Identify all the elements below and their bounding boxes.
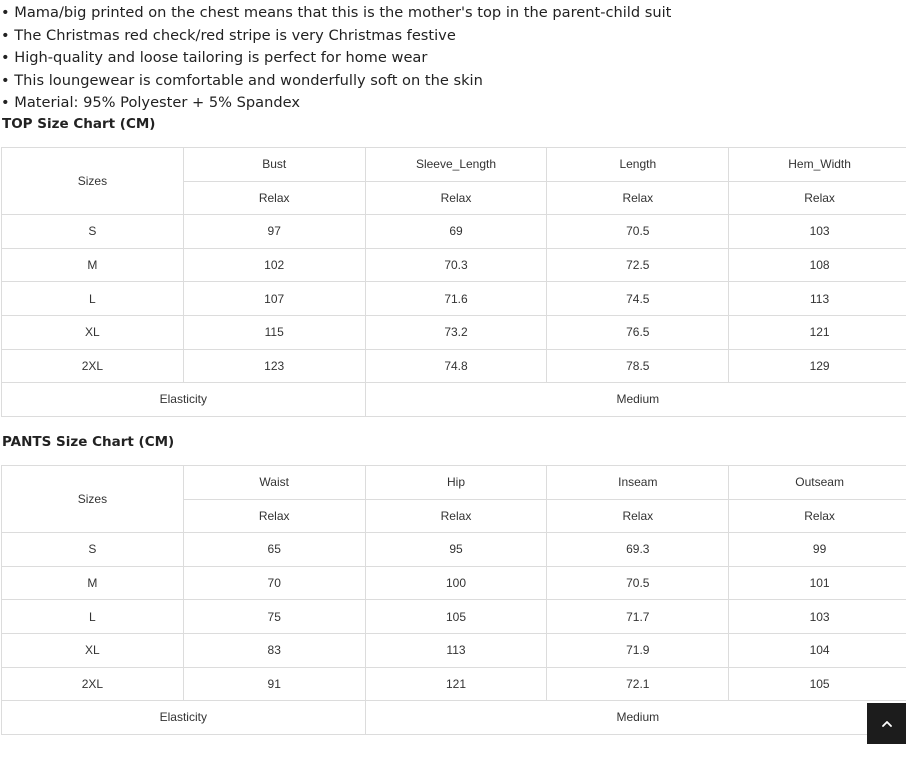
table-row (2, 248, 906, 282)
column-header-cell: Length (547, 148, 729, 182)
relax-subheader-cell: Relax (183, 499, 365, 533)
description-bullet: • Material: 95% Polyester + 5% Spandex (1, 94, 300, 111)
measurement-cell: 101 (729, 566, 906, 600)
relax-subheader-cell: Relax (547, 181, 729, 215)
measurement-cell: 121 (729, 315, 906, 349)
relax-subheader-cell: Relax (365, 499, 547, 533)
measurement-cell: 74.5 (547, 282, 729, 316)
measurement-cell: 105 (729, 667, 906, 701)
size-cell: M (2, 566, 184, 600)
size-cell: M (2, 248, 184, 282)
elasticity-value-cell: Medium (365, 701, 906, 735)
elasticity-value-cell: Medium (365, 383, 906, 417)
product-description-list (1, 2, 671, 115)
measurement-cell: 91 (183, 667, 365, 701)
relax-subheader-cell: Relax (183, 181, 365, 215)
sizes-header-cell: Sizes (2, 466, 184, 533)
column-header-cell: Hem_Width (729, 148, 906, 182)
size-cell: 2XL (2, 667, 184, 701)
description-bullet: • This loungewear is comfortable and wonderfully soft on the skin (1, 71, 483, 89)
size-cell: S (2, 215, 184, 249)
relax-subheader-cell: Relax (547, 499, 729, 533)
measurement-cell: 75 (183, 600, 365, 634)
table-row (2, 633, 906, 667)
elasticity-row (2, 701, 906, 735)
size-cell: S (2, 533, 184, 567)
column-header-cell: Waist (183, 466, 365, 500)
column-header-cell: Inseam (547, 466, 729, 500)
size-cell: XL (2, 315, 184, 349)
column-header-cell: Sleeve_Length (365, 148, 547, 182)
measurement-cell: 95 (365, 533, 547, 567)
table-row (2, 533, 906, 567)
pants-size-chart-table (1, 465, 906, 735)
relax-subheader-cell: Relax (365, 181, 547, 215)
pants-size-chart-title: PANTS Size Chart (CM) (2, 434, 175, 450)
top-size-chart-title: TOP Size Chart (CM) (2, 116, 156, 132)
description-bullet: • High-quality and loose tailoring is perfect for home wear (1, 49, 428, 66)
table-row (2, 667, 906, 701)
measurement-cell: 105 (365, 600, 547, 634)
measurement-cell: 78.5 (547, 349, 729, 383)
table-row (2, 315, 906, 349)
table-row (2, 215, 906, 249)
header-row (2, 148, 906, 182)
measurement-cell: 103 (729, 215, 906, 249)
measurement-cell: 102 (183, 248, 365, 282)
measurement-cell: 76.5 (547, 315, 729, 349)
relax-subheader-cell: Relax (729, 499, 906, 533)
measurement-cell: 104 (729, 633, 906, 667)
measurement-cell: 74.8 (365, 349, 547, 383)
measurement-cell: 69.3 (547, 533, 729, 567)
header-row (2, 466, 906, 500)
size-cell: L (2, 282, 184, 316)
elasticity-label-cell: Elasticity (2, 383, 366, 417)
measurement-cell: 121 (365, 667, 547, 701)
description-bullet: • Mama/big printed on the chest means that this is the mother's top in the parent-child suit (1, 4, 672, 21)
measurement-cell: 70 (183, 566, 365, 600)
measurement-cell: 108 (729, 248, 906, 282)
column-header-cell: Hip (365, 466, 547, 500)
table-row (2, 566, 906, 600)
measurement-cell: 71.7 (547, 600, 729, 634)
measurement-cell: 113 (729, 282, 906, 316)
description-bullet: • The Christmas red check/red stripe is very Christmas festive (1, 26, 456, 44)
measurement-cell: 100 (365, 566, 547, 600)
top-size-chart-table (1, 147, 906, 417)
size-cell: XL (2, 633, 184, 667)
size-cell: L (2, 600, 184, 634)
measurement-cell: 72.5 (547, 248, 729, 282)
elasticity-row (2, 383, 906, 417)
measurement-cell: 65 (183, 533, 365, 567)
size-cell: 2XL (2, 349, 184, 383)
table-row (2, 282, 906, 316)
measurement-cell: 83 (183, 633, 365, 667)
measurement-cell: 113 (365, 633, 547, 667)
measurement-cell: 70.5 (547, 215, 729, 249)
measurement-cell: 70.5 (547, 566, 729, 600)
table-row (2, 349, 906, 383)
chevron-up-icon (880, 717, 894, 731)
measurement-cell: 129 (729, 349, 906, 383)
measurement-cell: 72.1 (547, 667, 729, 701)
relax-subheader-cell: Relax (729, 181, 906, 215)
sizes-header-cell: Sizes (2, 148, 184, 215)
back-to-top-button[interactable] (867, 703, 906, 744)
column-header-cell: Outseam (729, 466, 906, 500)
measurement-cell: 107 (183, 282, 365, 316)
measurement-cell: 71.9 (547, 633, 729, 667)
measurement-cell: 123 (183, 349, 365, 383)
measurement-cell: 73.2 (365, 315, 547, 349)
measurement-cell: 71.6 (365, 282, 547, 316)
measurement-cell: 70.3 (365, 248, 547, 282)
table-row (2, 600, 906, 634)
elasticity-label-cell: Elasticity (2, 701, 366, 735)
column-header-cell: Bust (183, 148, 365, 182)
measurement-cell: 97 (183, 215, 365, 249)
measurement-cell: 103 (729, 600, 906, 634)
measurement-cell: 69 (365, 215, 547, 249)
measurement-cell: 99 (729, 533, 906, 567)
measurement-cell: 115 (183, 315, 365, 349)
